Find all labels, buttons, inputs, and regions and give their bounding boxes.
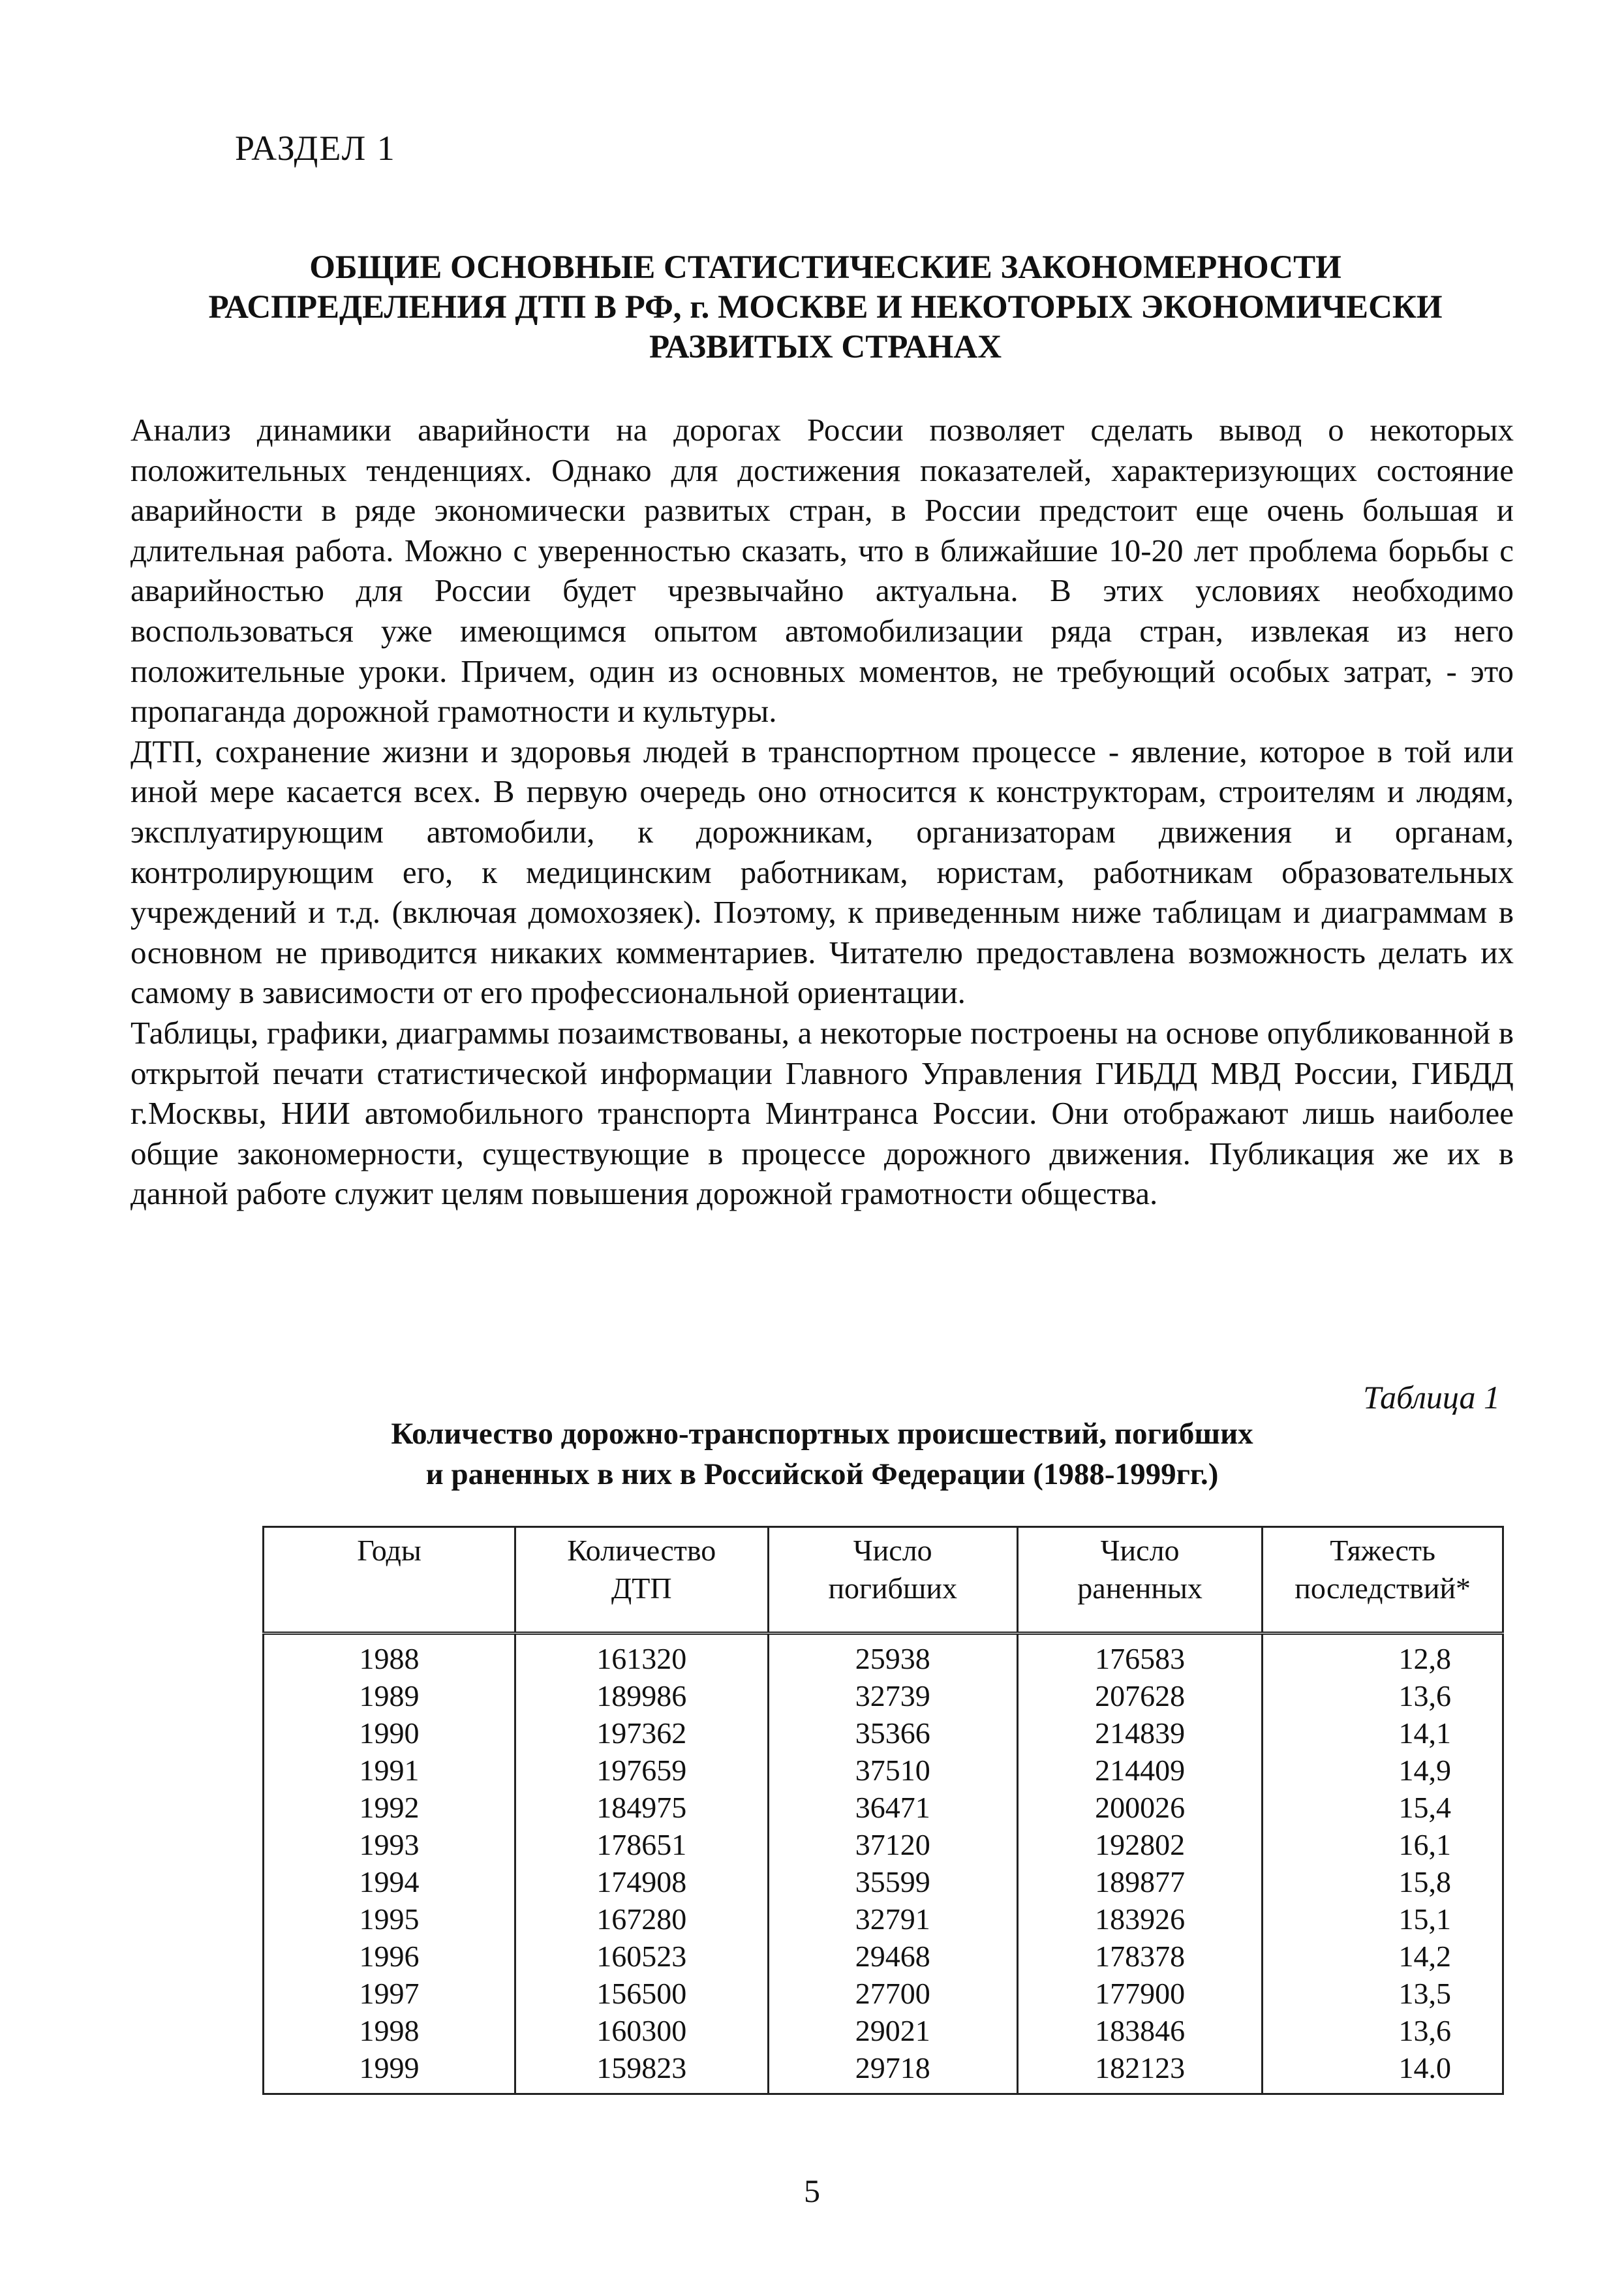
cell-year: 1995: [264, 1900, 515, 1938]
cell-year: 1990: [264, 1714, 515, 1752]
table-body: [264, 1634, 1503, 2094]
header-killed: Число погибших: [768, 1527, 1017, 1634]
table-row: [264, 1634, 1503, 1678]
cell-severity: 13,5: [1263, 1975, 1503, 2012]
cell-accidents: 189986: [515, 1677, 768, 1714]
cell-injured: 200026: [1017, 1789, 1262, 1826]
cell-accidents: 159823: [515, 2049, 768, 2094]
table-row: [264, 1900, 1503, 1938]
page-title: [130, 248, 1520, 367]
cell-accidents: 160300: [515, 2012, 768, 2049]
table-row: [264, 1938, 1503, 1975]
table-row: [264, 1677, 1503, 1714]
cell-injured: 214409: [1017, 1752, 1262, 1789]
cell-killed: 27700: [768, 1975, 1017, 2012]
cell-severity: 15,1: [1263, 1900, 1503, 1938]
cell-severity: 15,8: [1263, 1863, 1503, 1900]
cell-injured: 207628: [1017, 1677, 1262, 1714]
title-line-2: РАСПРЕДЕЛЕНИЯ ДТП В РФ, г. МОСКВЕ И НЕКОТОРЫХ ЭКОНОМИЧЕСКИ: [208, 289, 1443, 326]
cell-killed: 32791: [768, 1900, 1017, 1938]
cell-accidents: 174908: [515, 1863, 768, 1900]
cell-severity: 13,6: [1263, 2012, 1503, 2049]
cell-accidents: 156500: [515, 1975, 768, 2012]
cell-accidents: 197362: [515, 1714, 768, 1752]
table-row: [264, 1863, 1503, 1900]
cell-killed: 37120: [768, 1826, 1017, 1863]
cell-severity: 13,6: [1263, 1677, 1503, 1714]
cell-killed: 36471: [768, 1789, 1017, 1826]
table-row: [264, 2049, 1503, 2094]
cell-year: 1991: [264, 1752, 515, 1789]
cell-killed: 37510: [768, 1752, 1017, 1789]
title-line-1: ОБЩИЕ ОСНОВНЫЕ СТАТИСТИЧЕСКИЕ ЗАКОНОМЕРНОСТИ: [309, 249, 1341, 286]
cell-year: 1993: [264, 1826, 515, 1863]
cell-injured: 214839: [1017, 1714, 1262, 1752]
statistics-table: [262, 1526, 1504, 2095]
title-line-3: РАЗВИТЫХ СТРАНАХ: [649, 329, 1002, 365]
cell-killed: 29021: [768, 2012, 1017, 2049]
cell-accidents: 167280: [515, 1900, 768, 1938]
cell-severity: 14,9: [1263, 1752, 1503, 1789]
cell-severity: 15,4: [1263, 1789, 1503, 1826]
cell-accidents: 197659: [515, 1752, 768, 1789]
cell-injured: 182123: [1017, 2049, 1262, 2094]
cell-injured: 189877: [1017, 1863, 1262, 1900]
cell-year: 1996: [264, 1938, 515, 1975]
cell-severity: 16,1: [1263, 1826, 1503, 1863]
table-row: [264, 1714, 1503, 1752]
cell-year: 1998: [264, 2012, 515, 2049]
table-label: Таблица 1: [1363, 1379, 1500, 1416]
cell-killed: 32739: [768, 1677, 1017, 1714]
cell-year: 1997: [264, 1975, 515, 2012]
body-text: [130, 410, 1514, 1214]
cell-injured: 192802: [1017, 1826, 1262, 1863]
table-row: [264, 1789, 1503, 1826]
cell-injured: 178378: [1017, 1938, 1262, 1975]
page-number: 5: [804, 2173, 820, 2209]
cell-killed: 29468: [768, 1938, 1017, 1975]
header-injured: Число раненных: [1017, 1527, 1262, 1634]
cell-accidents: 160523: [515, 1938, 768, 1975]
cell-injured: 183846: [1017, 2012, 1262, 2049]
table-caption-line-1: Количество дорожно-транспортных происшествий, погибших: [391, 1417, 1253, 1451]
cell-year: 1989: [264, 1677, 515, 1714]
cell-injured: 176583: [1017, 1634, 1262, 1678]
cell-accidents: 184975: [515, 1789, 768, 1826]
cell-killed: 29718: [768, 2049, 1017, 2094]
cell-injured: 177900: [1017, 1975, 1262, 2012]
cell-year: 1994: [264, 1863, 515, 1900]
table-row: [264, 1975, 1503, 2012]
cell-severity: 14,1: [1263, 1714, 1503, 1752]
cell-year: 1988: [264, 1634, 515, 1678]
table-caption-line-2: и раненных в них в Российской Федерации (1988-1999гг.): [425, 1457, 1219, 1491]
table-row: [264, 1826, 1503, 1863]
paragraph-1: Анализ динамики аварийности на дорогах России позволяет сделать вывод о некоторых положительных тенденциях. Однако для достижения показателей, характеризующих состояние аварийности в ряде экономически развитых стран, в России предстоит еще очень большая и длительная работа. Можно с уверенностью сказать, что в ближайшие 10-20 лет проблема борьбы с аварийностью для России будет чрезвычайно актуальна. В этих условиях необходимо воспользоваться уже имеющимся опытом автомобилизации ряда стран, извлекая из него положительные уроки. Причем, один из основных моментов, не требующий особых затрат, - это пропаганда дорожной грамотности и культуры.: [130, 412, 1514, 730]
table-caption: [130, 1414, 1514, 1494]
header-accidents: Количество ДТП: [515, 1527, 768, 1634]
cell-injured: 183926: [1017, 1900, 1262, 1938]
header-severity: Тяжесть последствий*: [1263, 1527, 1503, 1634]
cell-accidents: 178651: [515, 1826, 768, 1863]
cell-killed: 25938: [768, 1634, 1017, 1678]
header-years: Годы: [264, 1527, 515, 1634]
cell-severity: 12,8: [1263, 1634, 1503, 1678]
cell-killed: 35366: [768, 1714, 1017, 1752]
paragraph-2: ДТП, сохранение жизни и здоровья людей в транспортном процессе - явление, которое в той или иной мере касается всех. В первую очередь оно относится к конструкторам, строителям и людям, эксплуатирующим автомобили, к дорожникам, организаторам движения и органам, контролирующим его, к медицинским работникам, юристам, работникам образовательных учреждений и т.д. (включая домохозяек). Поэтому, к приведенным ниже таблицам и диаграммам в основном не приводится никаких комментариев. Читателю предоставлена возможность делать их самому в зависимости от его профессиональной ориентации.: [130, 733, 1514, 1011]
section-label: РАЗДЕЛ 1: [235, 129, 396, 168]
table-header-row: [264, 1527, 1503, 1634]
cell-severity: 14.0: [1263, 2049, 1503, 2094]
cell-year: 1992: [264, 1789, 515, 1826]
cell-year: 1999: [264, 2049, 515, 2094]
cell-killed: 35599: [768, 1863, 1017, 1900]
cell-severity: 14,2: [1263, 1938, 1503, 1975]
cell-accidents: 161320: [515, 1634, 768, 1678]
table-row: [264, 2012, 1503, 2049]
paragraph-3: Таблицы, графики, диаграммы позаимствованы, а некоторые построены на основе опубликованной в открытой печати статистической информации Главного Управления ГИБДД МВД России, ГИБДД г.Москвы, НИИ автомобильного транспорта Минтранса России. Они отображают лишь наиболее общие закономерности, существующие в процессе дорожного движения. Публикация же их в данной работе служит целям повышения дорожной грамотности общества.: [130, 1014, 1514, 1212]
table-row: [264, 1752, 1503, 1789]
